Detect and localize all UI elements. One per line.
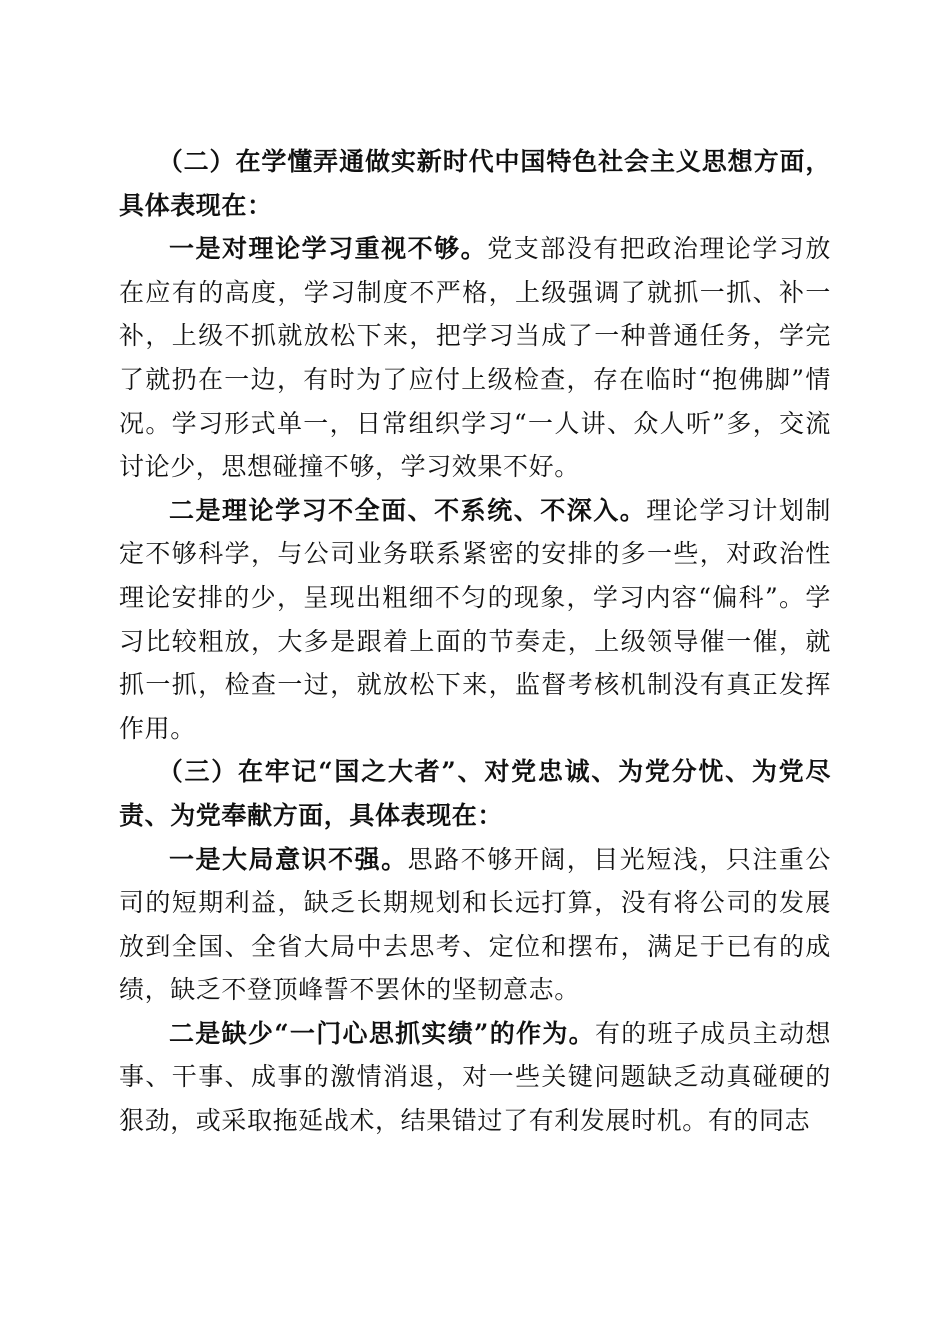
paragraph-text: 有的班子成员主动想事、干事、成事的激情消退，对一些关键问题缺乏动真碰硬的狠劲，或采取拖延战术，结果错过了有利发展时机。有的同志	[119, 1018, 831, 1136]
section-heading-3: （三）在牢记“国之大者”、对党忠诚、为党分忧、为党尽责、为党奉献方面，具体表现在：	[119, 757, 831, 830]
paragraph-text: 思路不够开阔，目光短浅，只注重公司的短期利益，缺乏长期规划和长远打算，没有将公司的发展放到全国、全省大局中去思考、定位和摆布，满足于已有的成绩，缺乏不登顶峰誓不罢休的坚韧意志。	[119, 844, 831, 1005]
paragraph-text: 理论学习计划制定不够科学，与公司业务联系紧密的安排的多一些，对政治性理论安排的少，呈现出粗细不匀的现象，学习内容“偏科”。学习比较粗放，大多是跟着上面的节奏走，上级领导催一催，就抓一抓，检查一过，就放松下来，监督考核机制没有真正发挥作用。	[119, 495, 831, 743]
paragraph-lead: 二是缺少“一门心思抓实绩”的作为。	[169, 1018, 595, 1048]
body-paragraph	[119, 838, 831, 1012]
paragraph-lead: 一是大局意识不强。	[169, 844, 408, 874]
document-body	[119, 140, 831, 1143]
paragraph-text: 党支部没有把政治理论学习放在应有的高度，学习制度不严格，上级强调了就抓一抓、补一补，上级不抓就放松下来，把学习当成了一种普通任务，学完了就扔在一边，有时为了应付上级检查，存在临时“抱佛脚”情况。学习形式单一，日常组织学习“一人讲、众人听”多，交流讨论少，思想碰撞不够，学习效果不好。	[119, 234, 831, 482]
paragraph-lead: 二是理论学习不全面、不系统、不深入。	[169, 495, 647, 525]
body-paragraph	[119, 489, 831, 751]
section-heading-2: （二）在学懂弄通做实新时代中国特色社会主义思想方面，具体表现在：	[119, 147, 831, 220]
body-paragraph	[119, 1012, 831, 1143]
paragraph-lead: 一是对理论学习重视不够。	[169, 234, 488, 264]
body-paragraph	[119, 227, 831, 489]
